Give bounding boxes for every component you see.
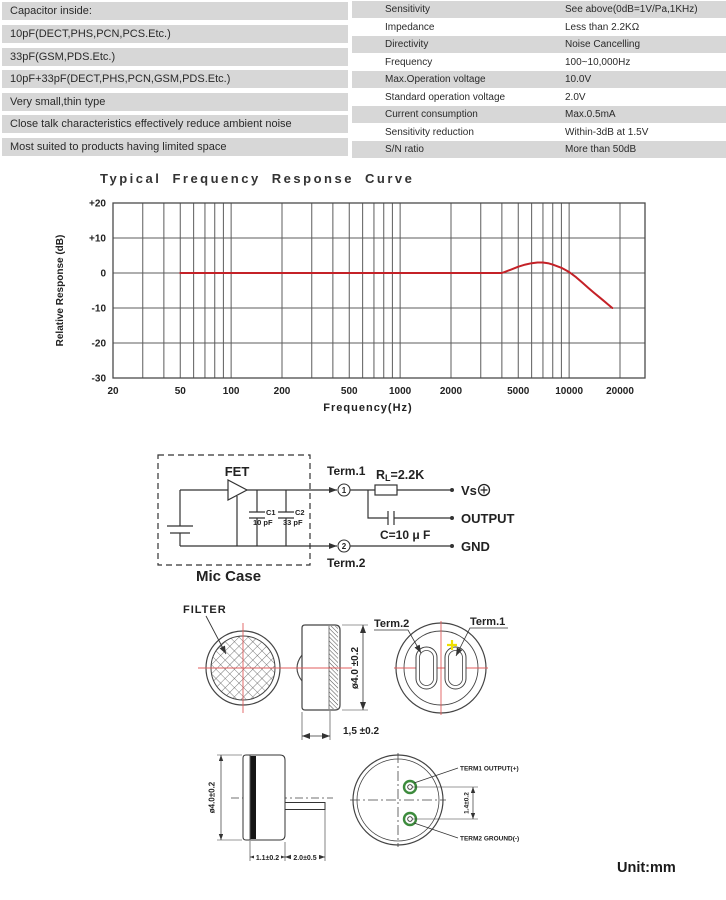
x-axis-title: Frequency(Hz)	[323, 402, 413, 414]
gasket-strip	[251, 756, 257, 839]
table-row	[352, 71, 726, 88]
spec-value: Within-3dB at 1.5V	[565, 127, 649, 139]
pin-dimension	[285, 853, 325, 863]
thickness-dimension	[302, 711, 380, 740]
spec-label: Sensitivity	[385, 4, 431, 16]
spec-value: Max.0.5mA	[565, 109, 616, 121]
spec-label: Current consumption	[385, 109, 478, 121]
spec-value: 2.0V	[565, 92, 586, 104]
table-row	[352, 36, 726, 53]
pitch-dimension	[412, 787, 478, 819]
c1-name: C1	[266, 508, 276, 517]
front-view	[183, 604, 288, 713]
spec-value: See above(0dB=1V/Pa,1KHz)	[565, 4, 698, 16]
centerline-cross	[394, 621, 488, 715]
frequency-response-chart	[0, 165, 726, 415]
terminal-board-strip	[329, 626, 338, 709]
table-row	[352, 19, 726, 36]
side-view	[288, 625, 380, 740]
svg-text:Term.2: Term.2	[374, 618, 410, 630]
svg-text:2.0±0.5: 2.0±0.5	[293, 855, 317, 862]
centerline-cross	[350, 753, 446, 847]
svg-text:Term.1: Term.1	[470, 616, 506, 628]
feature-item: 10pF+33pF(DECT,PHS,PCN,GSM,PDS.Etc.)	[2, 70, 348, 88]
circuit-diagram	[0, 450, 726, 600]
term2-label: Term.2	[327, 556, 366, 570]
c2-value: 33 pF	[283, 518, 303, 527]
x-tick-label: 10000	[555, 386, 584, 397]
unit-label: Unit:mm	[617, 860, 676, 876]
svg-text:1,5 ±0.2: 1,5 ±0.2	[343, 726, 380, 737]
svg-text:TERM1 OUTPUT(+): TERM1 OUTPUT(+)	[460, 765, 519, 773]
spec-value: More than 50dB	[565, 144, 637, 156]
output-label: OUTPUT	[461, 511, 515, 526]
mic-capsule-symbol	[167, 490, 193, 546]
y-tick-label: 0	[100, 268, 106, 280]
side-dia-dimension	[208, 755, 243, 840]
x-tick-label: 20000	[606, 386, 634, 397]
plus-circle-icon	[479, 485, 490, 496]
junction-dot	[450, 516, 454, 520]
y-tick-label: -20	[91, 338, 106, 350]
spec-value: Less than 2.2KΩ	[565, 22, 640, 34]
c2-name: C2	[295, 508, 305, 517]
x-tick-label: 500	[340, 386, 358, 397]
side-view-with-pin	[208, 755, 334, 862]
y-tick-label: +20	[89, 198, 106, 210]
spec-label: Frequency	[385, 57, 433, 69]
y-axis-title: Relative Response (dB)	[55, 234, 66, 347]
spec-label: Sensitivity reduction	[385, 127, 474, 139]
term2-callout	[374, 618, 421, 653]
table-row	[352, 124, 726, 141]
c1-value: 10 pF	[253, 518, 273, 527]
centerline-cross	[198, 623, 288, 713]
x-tick-label: 1000	[389, 386, 412, 397]
fet-label: FET	[224, 464, 250, 479]
filter-label: FILTER	[183, 604, 227, 616]
body-dimension	[250, 853, 285, 863]
terminal-pin	[285, 803, 325, 810]
mechanical-views-bottom	[0, 748, 726, 878]
vs-label: Vs	[461, 483, 477, 498]
gnd-label: GND	[461, 539, 490, 554]
back-view	[374, 616, 508, 715]
y-tick-label: -30	[91, 373, 106, 385]
spec-value: Noise Cancelling	[565, 39, 641, 51]
spec-label: Max.Operation voltage	[385, 74, 486, 86]
feature-item: Capacitor inside:	[2, 2, 348, 20]
pin1-label: 1	[341, 486, 347, 495]
x-tick-label: 50	[174, 386, 186, 397]
chart-title: Typical Frequency Response Curve	[100, 171, 415, 186]
svg-text:TERM2 GROUND(-): TERM2 GROUND(-)	[460, 835, 520, 843]
spec-label: S/N ratio	[385, 144, 424, 156]
table-row	[352, 89, 726, 106]
spec-value: 100~10,000Hz	[565, 57, 631, 69]
feature-item: 10pF(DECT,PHS,PCN,PCS.Etc.)	[2, 25, 348, 43]
pin2-label: 2	[341, 542, 347, 551]
spec-label: Standard operation voltage	[385, 92, 506, 104]
feature-item: 33pF(GSM,PDS.Etc.)	[2, 48, 348, 66]
spec-label: Directivity	[385, 39, 429, 51]
plot-border	[113, 203, 645, 378]
x-tick-label: 5000	[507, 386, 530, 397]
dia-dimension	[342, 625, 368, 710]
svg-text:1.1±0.2: 1.1±0.2	[255, 855, 280, 862]
table-row	[352, 141, 726, 158]
y-tick-label: +10	[89, 233, 106, 245]
x-tick-label: 20	[107, 386, 119, 397]
x-tick-label: 2000	[439, 386, 463, 397]
spec-label: Impedance	[385, 22, 435, 34]
table-row	[352, 106, 726, 123]
junction-dot	[450, 544, 454, 548]
term1-label: Term.1	[327, 464, 366, 478]
junction-dot	[450, 488, 454, 492]
mechanical-views-top	[0, 600, 726, 750]
table-row	[352, 1, 726, 18]
svg-text:ø4.0 ±0.2: ø4.0 ±0.2	[350, 646, 361, 690]
feature-item: Close talk characteristics effectively reduce ambient noise	[2, 115, 348, 133]
feature-item: Very small,thin type	[2, 93, 348, 111]
mic-case-label: Mic Case	[196, 568, 262, 585]
table-row	[352, 54, 726, 71]
x-tick-label: 200	[273, 386, 291, 397]
y-tick-label: -10	[91, 303, 106, 315]
response-curve	[180, 263, 612, 309]
rl-label: RL=2.2K	[376, 468, 425, 483]
feature-item: Most suited to products having limited space	[2, 138, 348, 156]
spec-value: 10.0V	[565, 74, 592, 86]
svg-text:ø4.0±0.2: ø4.0±0.2	[207, 781, 217, 814]
x-tick-label: 100	[222, 386, 240, 397]
resistor-symbol	[375, 485, 397, 495]
top-view	[350, 753, 519, 847]
coupling-cap-label: C=10 μ F	[380, 528, 431, 542]
svg-text:1.4±0.2: 1.4±0.2	[463, 792, 471, 814]
